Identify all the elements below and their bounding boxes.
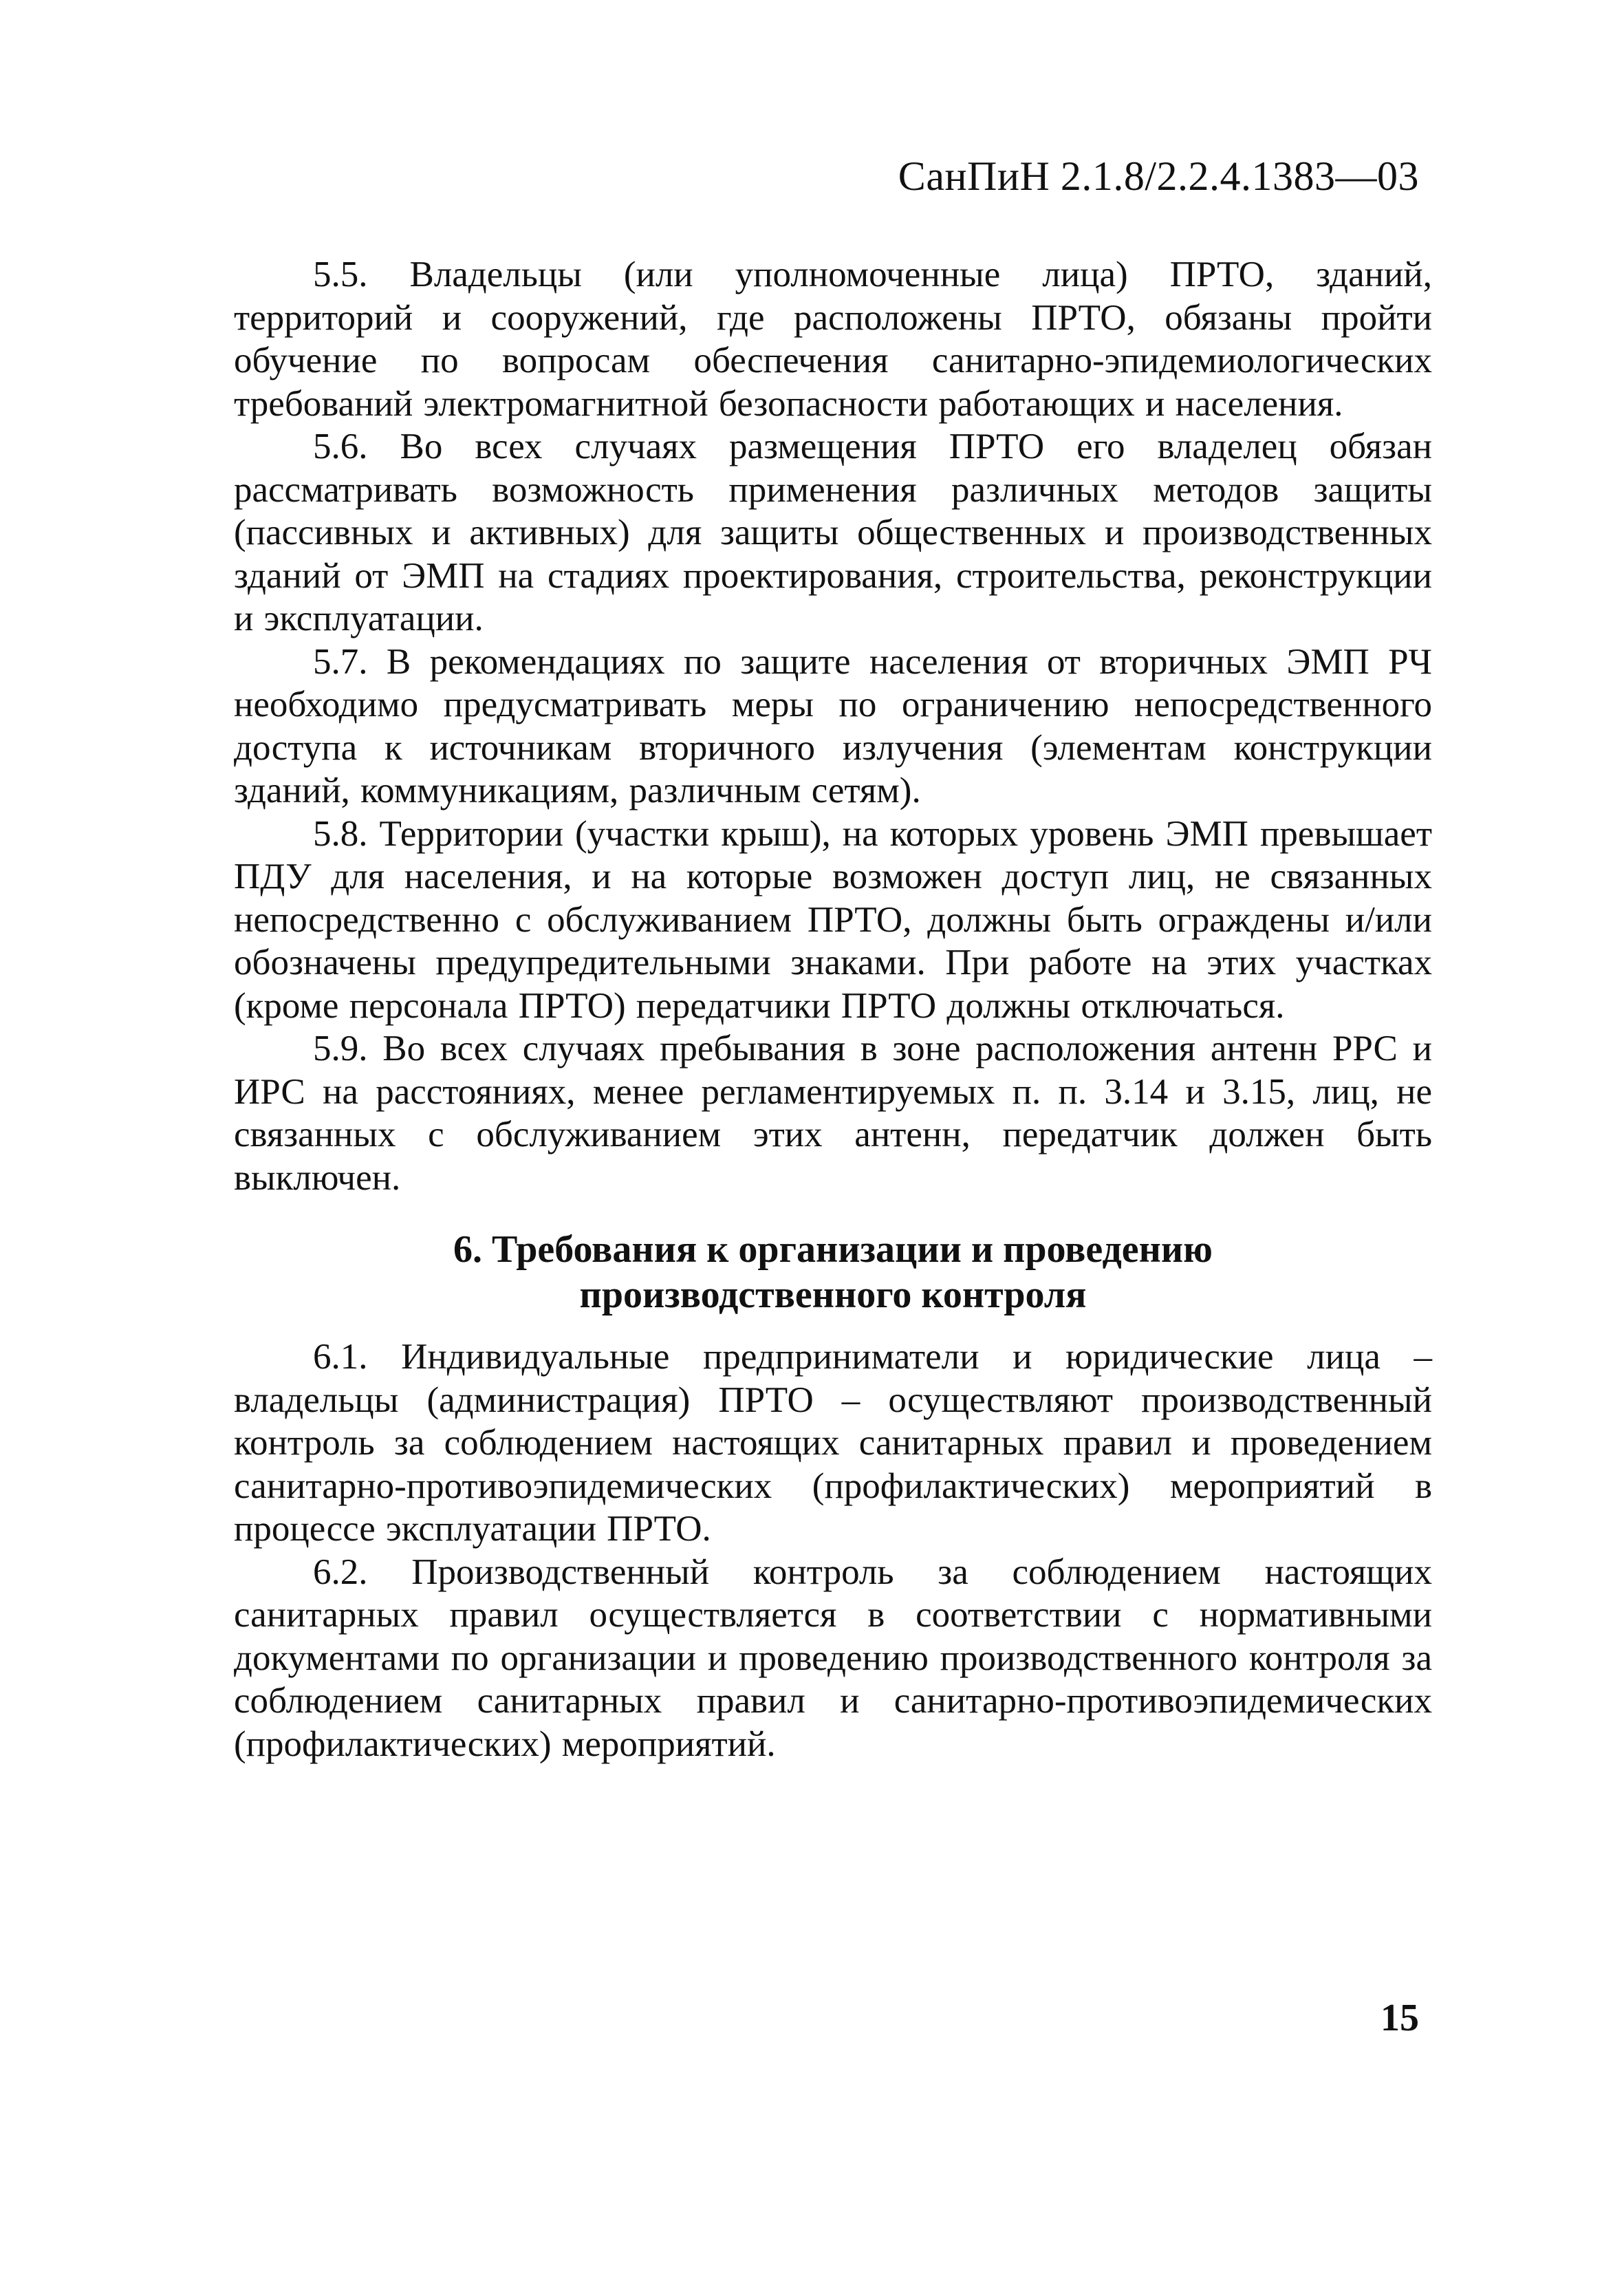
paragraph-6-1: 6.1. Индивидуальные предприниматели и юридические лица – владельцы (администрация) ПРТО – осуществляют производственный контроль за соблюдением настоящих санитарных правил и проведением санитарно-противоэпидемических (профилактических) мероприятий в процессе эксплуатации ПРТО.	[234, 1337, 1432, 1549]
section-6-heading-line-1: 6. Требования к организации и проведению	[453, 1228, 1213, 1271]
document-code-header: СанПиН 2.1.8/2.2.4.1383—03	[898, 153, 1419, 199]
page-number: 15	[1381, 1997, 1419, 2039]
section-6-heading	[234, 1227, 1432, 1318]
page-body	[234, 253, 1432, 1765]
paragraph-6-2: 6.2. Производственный контроль за соблюдением настоящих санитарных правил осуществляется в соответствии с нормативными документами по организации и проведению производственного контроля за соблюдением санитарных правил и санитарно-противоэпидемических (профилактических) мероприятий.	[234, 1551, 1432, 1764]
paragraph-5-9: 5.9. Во всех случаях пребывания в зоне расположения антенн РРС и ИРС на расстояниях, менее регламентируемых п. п. 3.14 и 3.15, лиц, не связанных с обслуживанием этих антенн, передатчик должен быть выключен.	[234, 1029, 1432, 1198]
paragraph-5-8: 5.8. Территории (участки крыш), на которых уровень ЭМП превышает ПДУ для населения, и на которые возможен доступ лиц, не связанных непосредственно с обслуживанием ПРТО, должны быть ограждены и/или обозначены предупредительными знаками. При работе на этих участках (кроме персонала ПРТО) передатчики ПРТО должны отключаться.	[234, 813, 1432, 1026]
paragraph-5-6: 5.6. Во всех случаях размещения ПРТО его владелец обязан рассматривать возможность применения различных методов защиты (пассивных и активных) для защиты общественных и производственных зданий от ЭМП на стадиях проектирования, строительства, реконструкции и эксплуатации.	[234, 427, 1432, 638]
section-6-heading-line-2: производственного контроля	[579, 1274, 1087, 1316]
paragraph-5-7: 5.7. В рекомендациях по защите населения от вторичных ЭМП РЧ необходимо предусматривать меры по ограничению непосредственного доступа к источникам вторичного излучения (элементам конструкции зданий, коммуникациям, различным сетям).	[234, 641, 1432, 810]
paragraph-5-5: 5.5. Владельцы (или уполномоченные лица) ПРТО, зданий, территорий и сооружений, где расположены ПРТО, обязаны пройти обучение по вопросам обеспечения санитарно-эпидемиологических требований электромагнитной безопасности работающих и населения.	[234, 255, 1432, 424]
